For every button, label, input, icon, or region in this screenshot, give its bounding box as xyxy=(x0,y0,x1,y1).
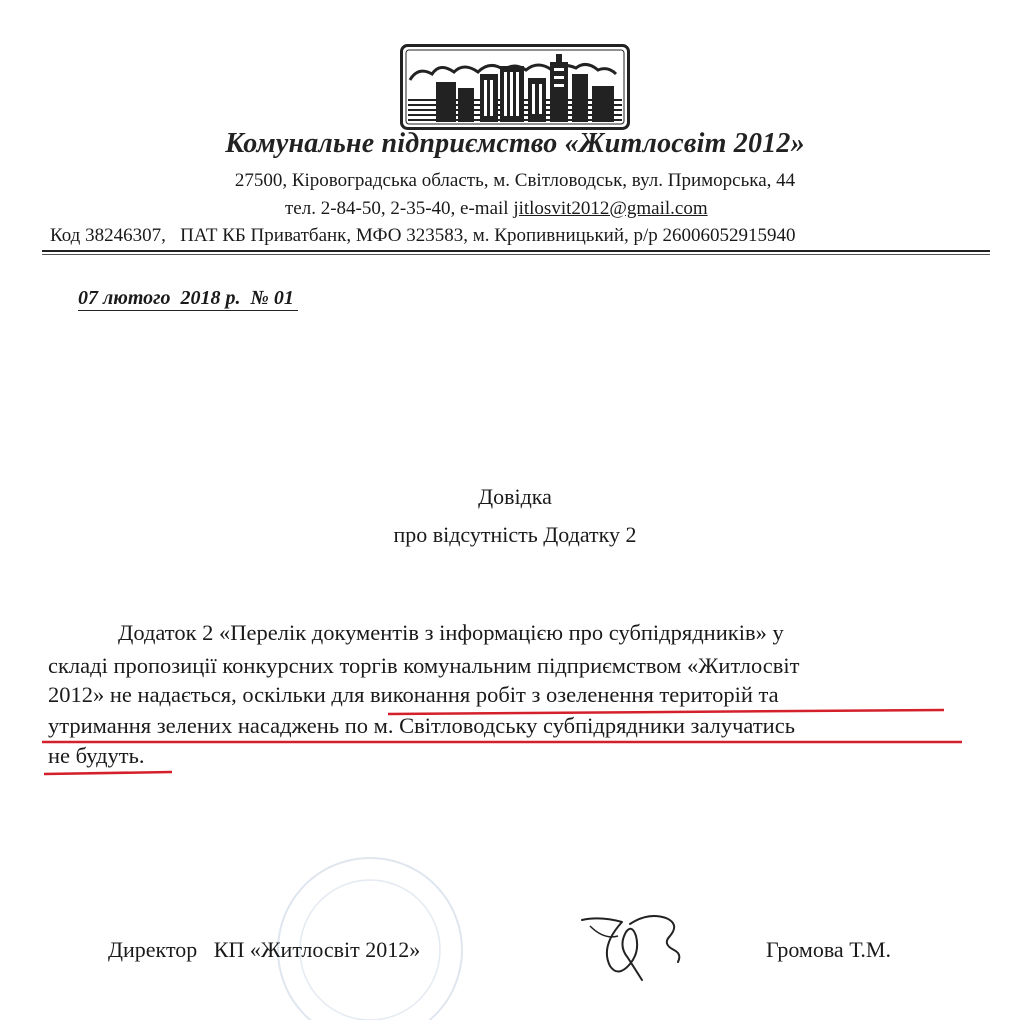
email-link[interactable]: jitlosvit2012@gmail.com xyxy=(513,198,708,219)
city-skyline-logo-icon xyxy=(400,44,630,130)
header-divider xyxy=(42,250,990,252)
handwritten-signature-icon xyxy=(570,906,690,986)
signatory-title: Директор КП «Житлосвіт 2012» xyxy=(108,937,421,962)
body-line: 2012» не надається, оскільки для виконання робіт з озеленення територій та xyxy=(48,682,779,707)
organization-name: Комунальне підприємство «Житлосвіт 2012» xyxy=(225,128,805,159)
organization-contacts xyxy=(285,198,708,220)
body-line: складі пропозиції конкурсних торгів комунальним підприємством «Житлосвіт xyxy=(48,653,800,678)
body-line: не будуть. xyxy=(48,743,145,768)
document-subtitle: про відсутність Додатку 2 xyxy=(393,522,637,547)
header-divider-thin xyxy=(42,254,990,255)
organization-address: 27500, Кіровоградська область, м. Світловодськ, вул. Приморська, 44 xyxy=(234,170,796,191)
faint-stamp-icon xyxy=(265,845,475,1020)
body-line: утримання зелених насаджень по м. Світловодську субпідрядники залучатись xyxy=(48,713,795,738)
signatory-name: Громова Т.М. xyxy=(766,937,891,962)
phone-numbers: тел. 2-84-50, 2-35-40, e-mail xyxy=(285,198,514,219)
document-reference: 07 лютого 2018 р. № 01 xyxy=(78,287,298,311)
bank-details: Код 38246307, ПАТ КБ Приватбанк, МФО 323583, м. Кропивницький, р/р 26006052915940 xyxy=(50,225,796,246)
body-line: Додаток 2 «Перелік документів з інформацією про субпідрядників» у xyxy=(118,620,784,645)
document-title: Довідка xyxy=(478,484,552,509)
